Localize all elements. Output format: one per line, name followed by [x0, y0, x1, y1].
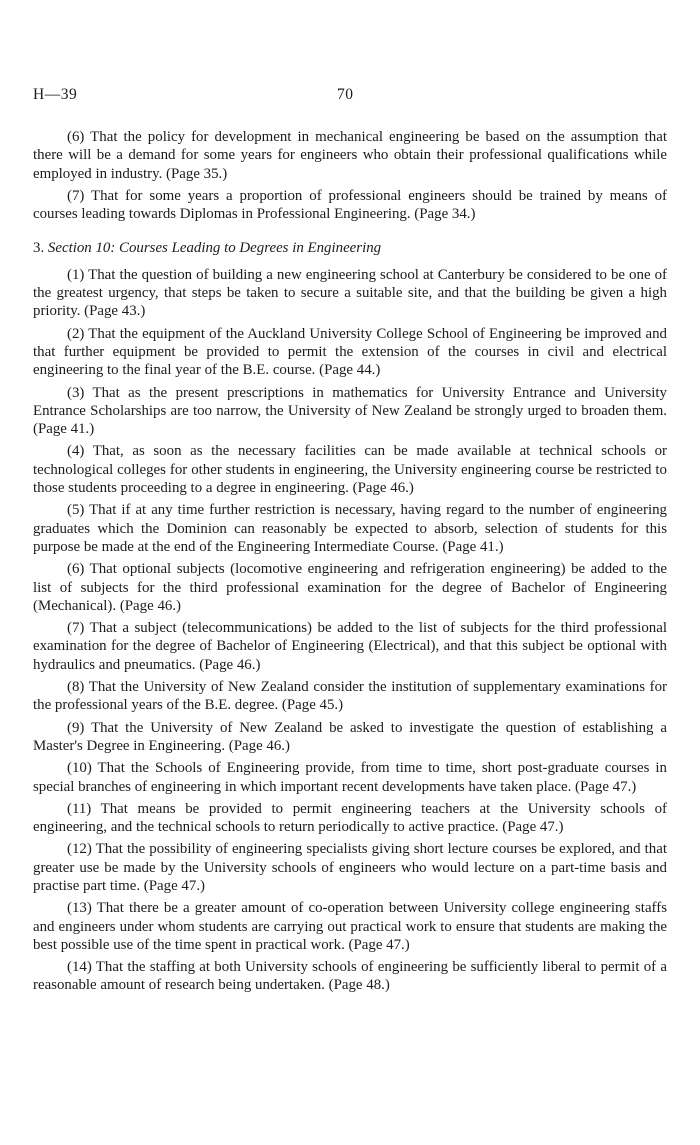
recommendation-7-diplomas: (7) That for some years a proportion of professional engineers should be trained by means of courses leading towards Diplomas in Professional Engineering. (Page 34.) [33, 187, 667, 223]
recommendation-4: (4) That, as soon as the necessary facilities can be made available at technical schools or technological colleges for other students in engineering, the University engineering course be restricted to those students proceeding to a degree in engineering. (Page 46.) [33, 443, 667, 497]
page-content [33, 128, 667, 999]
recommendation-8: (8) That the University of New Zealand consider the institution of supplementary examinations for the professional years of the B.E. degree. (Page 45.) [33, 679, 667, 714]
page-number: 70 [337, 86, 354, 103]
recommendation-1: (1) That the question of building a new engineering school at Canterbury be considered to be one of the greatest urgency, that steps be taken to secure a suitable site, and that the building be given a high priority. (Page 43.) [33, 266, 667, 320]
section-number: 3. [33, 240, 45, 257]
recommendation-10: (10) That the Schools of Engineering provide, from time to time, short post-graduate courses in special branches of engineering in which important recent developments have taken place. (Page 47.) [33, 760, 667, 795]
recommendation-6-mechanical: (6) That the policy for development in mechanical engineering be based on the assumption that there will be a demand for some years for engineers who obtain their professional qualifications while employed in industry. (Page 35.) [33, 129, 667, 182]
recommendation-9: (9) That the University of New Zealand be asked to investigate the question of establishing a Master's Degree in Engineering. (Page 46.) [33, 719, 667, 754]
recommendation-5: (5) That if at any time further restriction is necessary, having regard to the number of engineering graduates which the Dominion can reasonably be expected to absorb, selection of students for this purpose be made at the end of the Engineering Intermediate Course. (Page 41.) [33, 502, 667, 555]
recommendation-3: (3) That as the present prescriptions in mathematics for University Entrance and University Entrance Scholarships are too narrow, the University of New Zealand be strongly urged to broaden them. (Page 41.) [33, 384, 667, 438]
page-header [33, 86, 667, 106]
recommendation-13: (13) That there be a greater amount of co-operation between University college engineering staffs and engineers under whom students are carrying out practical work to ensure that students are making the best possible use of the time spent in practical work. (Page 47.) [33, 900, 667, 953]
recommendation-12: (12) That the possibility of engineering specialists giving short lecture courses be explored, and that greater use be made by the University schools of engineers who would lecture on a part-time basis and practise part time. (Page 47.) [33, 841, 667, 894]
document-reference: H—39 [33, 86, 78, 103]
recommendation-2: (2) That the equipment of the Auckland University College School of Engineering be improved and that further equipment be provided to permit the extension of the courses in civil and electrical engineering to the final year of the B.E. course. (Page 44.) [33, 325, 667, 379]
recommendation-11: (11) That means be provided to permit engineering teachers at the University schools of engineering, and the technical schools to return periodically to active practice. (Page 47.) [33, 800, 667, 836]
recommendation-14: (14) That the staffing at both University schools of engineering be sufficiently liberal to permit of a reasonable amount of research being undertaken. (Page 48.) [33, 959, 667, 994]
section-title: Section 10: Courses Leading to Degrees in Engineering [47, 240, 382, 257]
section-heading [33, 239, 667, 257]
recommendation-6: (6) That optional subjects (locomotive engineering and refrigeration engineering) be added to the list of subjects for the third professional examination for the degree of Bachelor of Engineering (Mechanical). (Page 46.) [33, 561, 667, 614]
recommendation-7: (7) That a subject (telecommunications) be added to the list of subjects for the third professional examination for the degree of Bachelor of Engineering (Electrical), and that this subject be optional with hydraulics and pneumatics. (Page 46.) [33, 620, 667, 673]
